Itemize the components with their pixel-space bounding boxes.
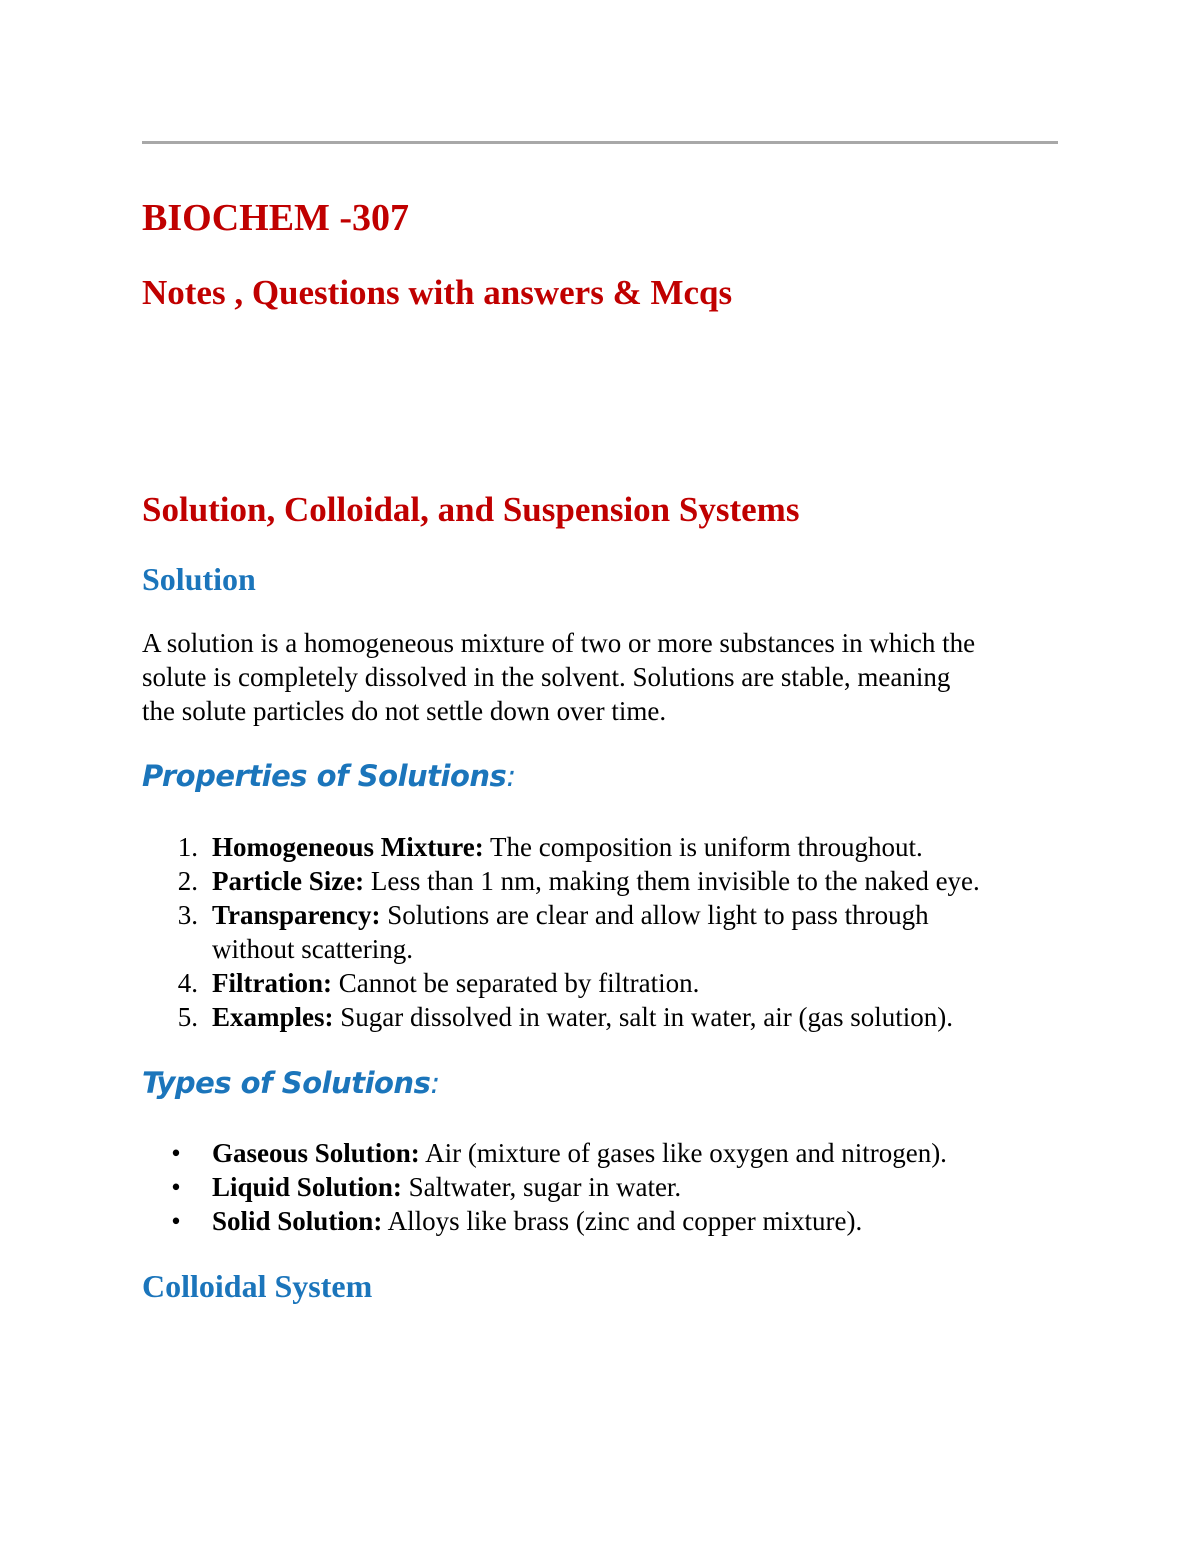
list-text: Air (mixture of gases like oxygen and nitrogen). — [419, 1138, 947, 1168]
list-item — [142, 830, 1060, 864]
paragraph-line: A solution is a homogeneous mixture of two or more substances in which the — [142, 628, 976, 658]
list-item — [142, 1000, 1060, 1034]
bullet-icon: • — [171, 1138, 181, 1168]
paragraph-line: solute is completely dissolved in the solvent. Solutions are stable, meaning — [142, 662, 951, 692]
list-item — [142, 864, 1060, 898]
solution-heading: Solution — [142, 561, 256, 597]
colloidal-heading: Colloidal System — [142, 1268, 373, 1304]
properties-list — [142, 830, 1060, 1034]
list-text: Alloys like brass (zinc and copper mixture). — [382, 1206, 863, 1236]
course-title: BIOCHEM -307 — [142, 197, 410, 239]
list-term: Gaseous Solution: — [212, 1138, 420, 1168]
types-list — [142, 1136, 1060, 1238]
paragraph-line: the solute particles do not settle down over time. — [142, 696, 667, 726]
section-title: Solution, Colloidal, and Suspension Systems — [142, 490, 800, 529]
top-horizontal-rule — [142, 141, 1058, 144]
list-number: 4. — [177, 968, 198, 998]
list-number: 2. — [177, 866, 198, 896]
list-number: 3. — [177, 900, 198, 930]
list-term: Particle Size: — [212, 866, 365, 896]
list-term: Examples: — [212, 1002, 334, 1032]
list-text: Cannot be separated by filtration. — [331, 968, 700, 998]
list-term: Filtration: — [212, 968, 332, 998]
properties-heading-colon: : — [506, 759, 516, 793]
properties-heading-text: Properties of Solutions — [142, 759, 507, 793]
list-text: The composition is uniform throughout. — [483, 832, 923, 862]
list-number: 5. — [177, 1002, 198, 1032]
document-page — [142, 0, 1060, 1553]
list-item — [142, 898, 1060, 966]
list-text: Solutions are clear and allow light to pass through — [380, 900, 929, 930]
types-heading — [142, 1063, 440, 1103]
bullet-icon: • — [171, 1206, 181, 1236]
list-item — [142, 1136, 1060, 1170]
list-text: Saltwater, sugar in water. — [401, 1172, 682, 1202]
list-item — [142, 966, 1060, 1000]
list-term: Solid Solution: — [212, 1206, 383, 1236]
list-number: 1. — [177, 832, 198, 862]
list-text: Sugar dissolved in water, salt in water, air (gas solution). — [333, 1002, 953, 1032]
list-term: Transparency: — [212, 900, 381, 930]
list-term: Homogeneous Mixture: — [212, 832, 484, 862]
list-item — [142, 1170, 1060, 1204]
course-subtitle: Notes , Questions with answers & Mcqs — [142, 273, 733, 312]
solution-paragraph — [142, 626, 1060, 728]
list-text: Less than 1 nm, making them invisible to the naked eye. — [364, 866, 980, 896]
types-heading-text: Types of Solutions — [142, 1066, 431, 1100]
list-item — [142, 1204, 1060, 1238]
properties-heading — [142, 756, 516, 796]
types-heading-colon: : — [430, 1066, 440, 1100]
bullet-icon: • — [171, 1172, 181, 1202]
list-term: Liquid Solution: — [212, 1172, 402, 1202]
list-text-continued: without scattering. — [212, 934, 413, 964]
